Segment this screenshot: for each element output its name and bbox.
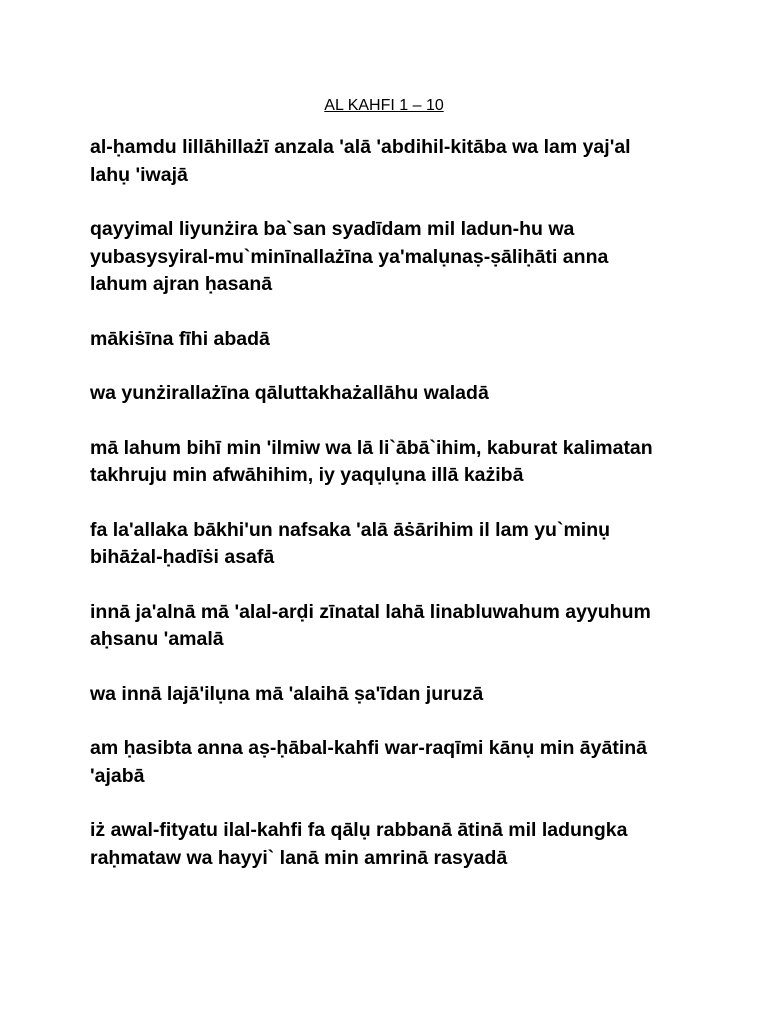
verse-8: wa innā lajā'ilụna mā 'alaihā ṣa'īdan juruzā xyxy=(90,682,484,705)
verse-6: fa la'allaka bākhi'un nafsaka 'alā āṡārihim il lam yu`minụ bihāżal-ḥadīṡi asafā xyxy=(90,518,611,568)
verse-2: qayyimal liyunżira ba`san syadīdam mil ladun-hu wa yubasysyiral-mu`minīnallażīna ya'malụnaṣ-ṣāliḥāti anna lahum ajran ḥasanā xyxy=(90,218,609,295)
verse-5: mā lahum bihī min 'ilmiw wa lā li`ābā`ihim, kaburat kalimatan takhruju min afwāhihim, iy yaqụlụna illā każibā xyxy=(90,436,653,486)
verse-10: iż awal-fityatu ilal-kahfi fa qālụ rabbanā ātinā mil ladungka raḥmataw wa hayyi` lanā min amrinā rasyadā xyxy=(90,819,628,869)
verse-4: wa yunżirallażīna qāluttakhażallāhu waladā xyxy=(90,382,489,404)
verse-3: mākiṡīna fīhi abadā xyxy=(90,327,270,350)
verse-list xyxy=(90,134,690,899)
document-title: AL KAHFI 1 – 10 xyxy=(324,97,444,114)
verse-9: am ḥasibta anna aṣ-ḥābal-kahfi war-raqīmi kānụ min āyātinā 'ajabā xyxy=(90,737,648,787)
verse-7: innā ja'alnā mā 'alal-arḍi zīnatal lahā linabluwahum ayyuhum aḥsanu 'amalā xyxy=(90,600,651,650)
verse-1: al-ḥamdu lillāhillażī anzala 'alā 'abdihil-kitāba wa lam yaj'al lahụ 'iwajā xyxy=(90,136,631,186)
